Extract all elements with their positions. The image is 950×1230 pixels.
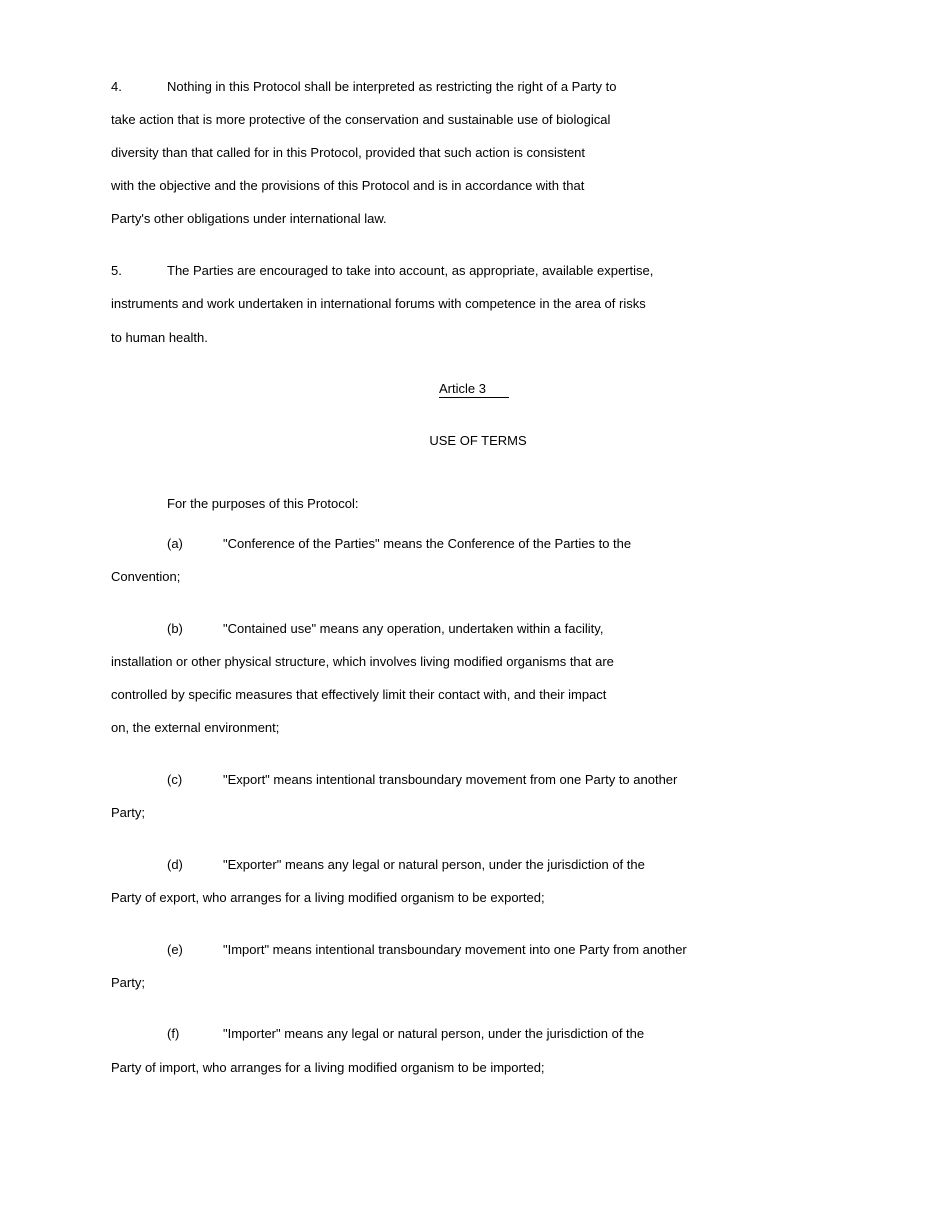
definition-line: controlled by specific measures that effectively limit their contact with, and their impact — [111, 687, 607, 702]
definition-label: (a) — [167, 536, 183, 551]
definition-line: Party; — [111, 975, 145, 990]
paragraph-line: The Parties are encouraged to take into account, as appropriate, available expertise, — [167, 263, 654, 278]
definition-label: (e) — [167, 942, 183, 957]
intro-text: For the purposes of this Protocol: — [167, 496, 359, 511]
definition-line: "Contained use" means any operation, undertaken within a facility, — [223, 621, 604, 636]
definition-line: "Importer" means any legal or natural person, under the jurisdiction of the — [223, 1026, 645, 1041]
definition-line: installation or other physical structure, which involves living modified organisms that are — [111, 654, 614, 669]
paragraph-number: 5. — [111, 263, 122, 278]
definition-label: (b) — [167, 621, 183, 636]
definition-line: on, the external environment; — [111, 720, 280, 735]
paragraph-line: instruments and work undertaken in international forums with competence in the area of risks — [111, 296, 646, 311]
section-title: USE OF TERMS — [429, 433, 527, 448]
paragraph-line: Nothing in this Protocol shall be interpreted as restricting the right of a Party to — [167, 79, 617, 94]
definition-line: Party of export, who arranges for a living modified organism to be exported; — [111, 890, 545, 905]
definition-line: Party of import, who arranges for a living modified organism to be imported; — [111, 1060, 545, 1075]
definition-label: (d) — [167, 857, 183, 872]
definition-line: Convention; — [111, 569, 181, 584]
paragraph-line: take action that is more protective of the conservation and sustainable use of biological — [111, 112, 611, 127]
paragraph-line: to human health. — [111, 330, 208, 345]
paragraph-line: Party's other obligations under international law. — [111, 211, 387, 226]
definition-line: "Exporter" means any legal or natural person, under the jurisdiction of the — [223, 857, 645, 872]
article-heading-underline — [439, 397, 509, 398]
definition-line: "Export" means intentional transboundary movement from one Party to another — [223, 772, 678, 787]
paragraph-line: with the objective and the provisions of this Protocol and is in accordance with that — [111, 178, 585, 193]
definition-label: (c) — [167, 772, 183, 787]
definition-line: "Conference of the Parties" means the Conference of the Parties to the — [223, 536, 632, 551]
paragraph-line: diversity than that called for in this Protocol, provided that such action is consistent — [111, 145, 586, 160]
article-heading: Article 3 — [439, 381, 486, 396]
definition-label: (f) — [167, 1026, 180, 1041]
definition-line: Party; — [111, 805, 145, 820]
paragraph-number: 4. — [111, 79, 122, 94]
definition-line: "Import" means intentional transboundary movement into one Party from another — [223, 942, 687, 957]
